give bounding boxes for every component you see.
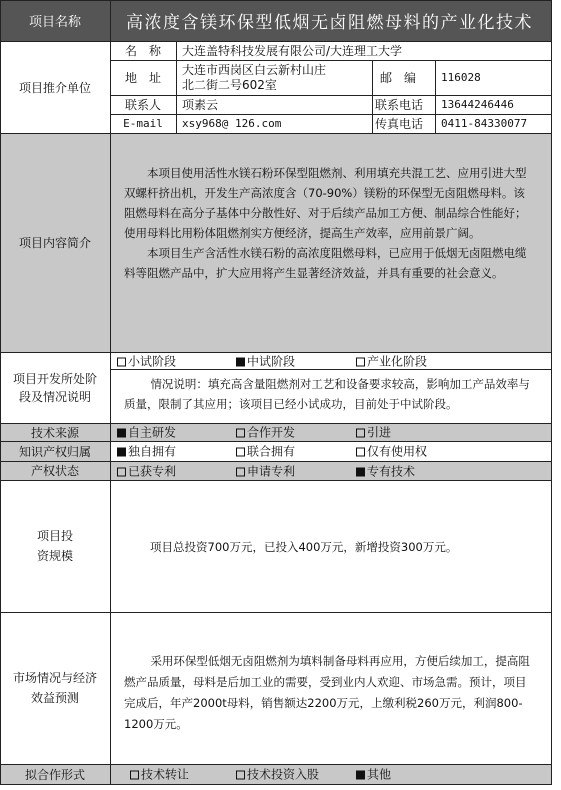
option-label: 独自拥有 [128, 444, 177, 459]
option-label: 技术投资入股 [247, 767, 320, 782]
checkbox-icon [236, 467, 245, 476]
address-value [182, 63, 372, 95]
email-value: xsy968@ 126.com [182, 117, 282, 130]
contact-label: 联系人 [124, 98, 161, 112]
tech-source-option-cooperative[interactable] [236, 424, 295, 441]
checkbox-icon [356, 448, 365, 457]
content-label: 项目内容简介 [18, 236, 91, 250]
checkbox-icon [130, 771, 139, 780]
unit-name-value: 大连盖特科技发展有限公司/大连理工大学 [182, 44, 403, 58]
stage-option-industrial[interactable] [356, 352, 427, 369]
content-body [124, 163, 534, 283]
project-title: 高浓度含镁环保型低烟无卤阻燃母料的产业化技术 [126, 13, 533, 33]
postcode-value: 116028 [441, 71, 481, 84]
market-text: 采用环保型低烟无卤阻燃剂为填料制备母料再应用，方便后续加工，提高阻燃产品质量，母料是后加工业的需要，受到业内人欢迎、市场急需。预计，项目完成后，年产2000t母料，销售额达2200万元，上缴利税260万元，利润800-1200万元。 [124, 654, 530, 731]
fax-label: 传真电话 [375, 117, 424, 131]
tech-source-option-self-developed[interactable] [117, 424, 176, 441]
market-label-line-2: 效益预测 [30, 691, 79, 705]
stage-note: 情况说明：填充高含量阻燃剂对工艺和设备要求较高，影响加工产品效率与质量，限制了其应用；该项目已经小试成功，目前处于中试阶段。 [124, 377, 530, 411]
content-paragraph-2: 本项目生产含活性水镁石粉的高浓度阻燃母料，已应用于低烟无卤阻燃电缆料等阻燃产品中，扩大应用将产生显著经济效益，并具有重要的社会意义。 [124, 246, 527, 280]
stage-label-line-1: 项目开发所处阶 [12, 371, 97, 386]
checkbox-icon [236, 429, 245, 438]
stage-option-label: 小试阶段 [128, 354, 177, 368]
ip-option-use-right[interactable] [356, 443, 427, 460]
checked-checkbox-icon [117, 448, 126, 457]
option-label: 其他 [367, 767, 392, 782]
stage-option-pilot-medium[interactable] [236, 352, 295, 369]
cooperation-option-investment[interactable] [236, 766, 319, 783]
ip-status-label: 产权状态 [30, 464, 79, 478]
option-label: 自主研发 [128, 425, 177, 440]
checkbox-icon [356, 357, 365, 366]
address-line-1: 大连市西岗区白云新村山庄 [182, 63, 327, 77]
stage-option-label: 产业化阶段 [367, 354, 428, 368]
ip-status-option-proprietary[interactable] [356, 462, 415, 479]
market-label-line-1: 市场情况与经济 [12, 671, 97, 685]
option-label: 申请专利 [247, 464, 296, 478]
cooperation-option-transfer[interactable] [130, 766, 189, 783]
cooperation-label: 拟合作形式 [24, 767, 85, 782]
checkbox-icon [117, 357, 126, 366]
name-label: 名 称 [124, 44, 161, 58]
checked-checkbox-icon [356, 467, 365, 476]
stage-option-pilot-small[interactable] [117, 352, 176, 369]
stage-label [0, 352, 110, 423]
ip-option-sole[interactable] [117, 443, 176, 460]
option-label: 仅有使用权 [367, 444, 428, 459]
investment-label [0, 480, 110, 612]
investment-label-line-2: 资规模 [36, 549, 73, 563]
checkbox-icon [117, 467, 126, 476]
ip-option-joint[interactable] [236, 443, 295, 460]
content-paragraph-1: 本项目使用活性水镁石粉环保型阻燃剂、利用填充共混工艺、应用引进大型双螺杆挤出机，开发生产高浓度含（70-90%）镁粉的环保型无卤阻燃母料。该阻燃母料在高分子基体中分散性好、对于后续产品加工方便、制品综合性能好；使用母料比用粉体阻燃剂实方便经济，提高生产效率，应用前景广阔。 [124, 166, 527, 240]
ip-ownership-label: 知识产权归属 [18, 444, 91, 459]
checkbox-icon [236, 771, 245, 780]
checked-checkbox-icon [236, 357, 245, 366]
option-label: 联合拥有 [247, 444, 296, 459]
contact-value: 项素云 [182, 98, 219, 112]
project-name-label: 项目名称 [28, 15, 81, 30]
stage-option-label: 中试阶段 [247, 354, 296, 368]
option-label: 专有技术 [367, 464, 416, 478]
stage-label-line-2: 段及情况说明 [18, 389, 91, 404]
market-label [0, 612, 110, 764]
option-label: 合作开发 [247, 425, 296, 440]
investment-text: 项目总投资700万元，已投入400万元，新增投资300万元。 [150, 540, 458, 554]
tech-source-label: 技术来源 [30, 425, 79, 440]
ip-status-option-patented[interactable] [117, 462, 176, 479]
checkbox-icon [356, 429, 365, 438]
cooperation-option-other[interactable] [356, 766, 391, 783]
postcode-label: 邮 编 [380, 71, 417, 85]
fax-value: 0411-84330077 [441, 117, 528, 130]
option-label: 技术转让 [141, 767, 190, 782]
phone-label: 联系电话 [375, 98, 424, 112]
address-line-2: 北二街二号602室 [182, 78, 277, 92]
option-label: 引进 [367, 425, 392, 440]
checkbox-icon [236, 448, 245, 457]
email-label: E-mail [123, 117, 163, 130]
checked-checkbox-icon [356, 771, 365, 780]
ip-status-option-applying[interactable] [236, 462, 295, 479]
address-label: 地 址 [124, 71, 161, 85]
investment-label-line-1: 项目投 [36, 529, 73, 543]
unit-section-label: 项目推介单位 [18, 80, 91, 95]
option-label: 已获专利 [128, 464, 177, 478]
phone-value: 13644246446 [441, 98, 514, 111]
tech-source-option-imported[interactable] [356, 424, 391, 441]
checked-checkbox-icon [117, 429, 126, 438]
